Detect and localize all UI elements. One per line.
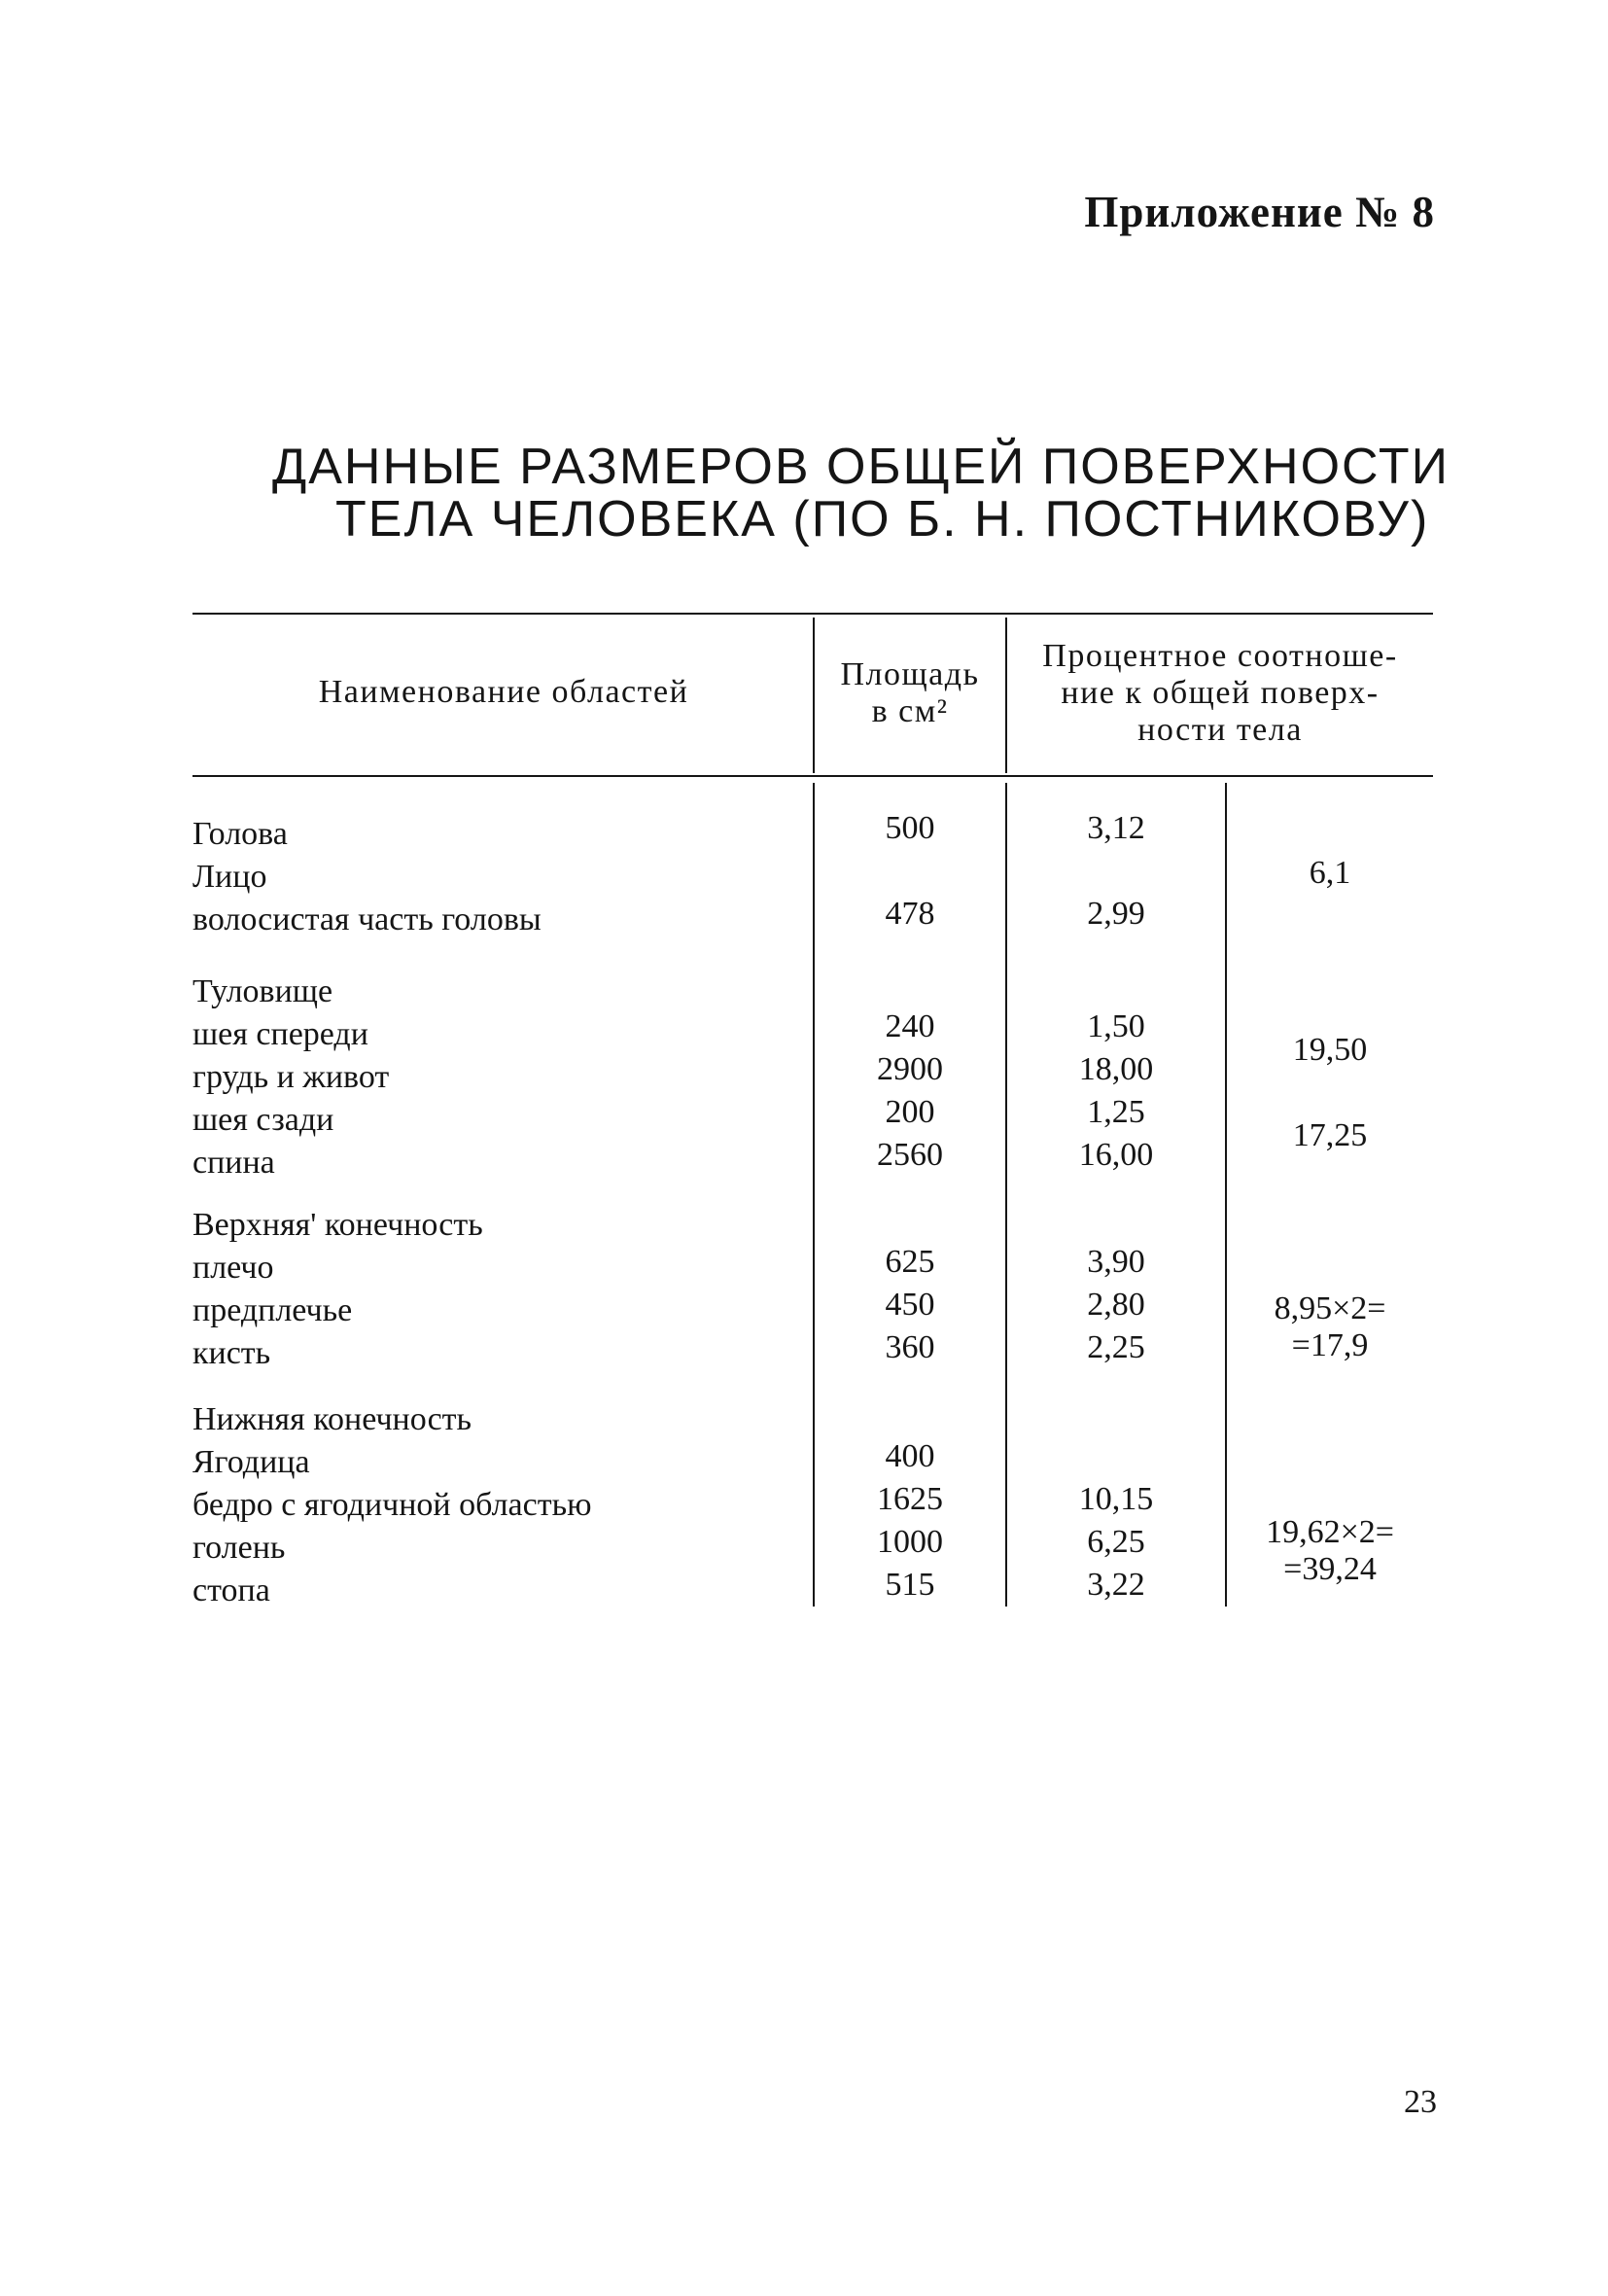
row-percent: 3,90 xyxy=(1087,1244,1145,1280)
row-name: Нижняя конечность xyxy=(192,1401,472,1437)
title-line-1: ДАННЫЕ РАЗМЕРОВ ОБЩЕЙ ПОВЕРХНОСТИ xyxy=(272,439,1451,495)
row-name: спина xyxy=(192,1145,275,1181)
row-name: Верхняя' конечность xyxy=(192,1207,483,1243)
row-name: шея спереди xyxy=(192,1016,368,1052)
table-top-rule xyxy=(192,613,1433,615)
row-percent: 2,80 xyxy=(1087,1287,1145,1323)
header-area-line-1: Площадь xyxy=(840,656,980,692)
column-divider-3 xyxy=(1225,783,1227,1607)
row-area: 515 xyxy=(885,1567,935,1603)
header-percent-line-1: Процентное соотноше- xyxy=(1042,638,1398,674)
group-total-lower-line-1: 19,62×2= xyxy=(1266,1514,1394,1550)
page-number: 23 xyxy=(1404,2084,1437,2120)
row-area: 1625 xyxy=(877,1481,943,1517)
group-total-head: 6,1 xyxy=(1309,855,1351,891)
row-area: 450 xyxy=(885,1287,935,1323)
row-area: 200 xyxy=(885,1094,935,1130)
row-percent: 1,25 xyxy=(1087,1094,1145,1130)
group-total-trunk-front: 19,50 xyxy=(1292,1032,1368,1068)
row-name: бедро с ягодичной областью xyxy=(192,1487,592,1523)
row-percent: 6,25 xyxy=(1087,1524,1145,1560)
row-name: Туловище xyxy=(192,973,333,1009)
header-area xyxy=(815,656,1005,730)
row-name: шея сзади xyxy=(192,1102,334,1138)
row-name: Ягодица xyxy=(192,1444,310,1480)
row-name: волосистая часть головы xyxy=(192,901,542,937)
group-total-lower-line-2: =39,24 xyxy=(1283,1551,1377,1587)
row-percent: 2,99 xyxy=(1087,896,1145,932)
row-area: 400 xyxy=(885,1438,935,1474)
row-area: 2560 xyxy=(877,1137,943,1173)
row-name: предплечье xyxy=(192,1292,353,1328)
row-name: Голова xyxy=(192,816,288,852)
row-area: 625 xyxy=(885,1244,935,1280)
header-percent-line-2: ние к общей поверх- xyxy=(1061,675,1380,711)
row-percent: 3,12 xyxy=(1087,810,1145,846)
row-area: 240 xyxy=(885,1008,935,1044)
header-bottom-rule xyxy=(192,775,1433,777)
row-percent: 2,25 xyxy=(1087,1329,1145,1365)
row-name: голень xyxy=(192,1530,286,1566)
row-percent: 18,00 xyxy=(1078,1051,1154,1087)
row-percent: 16,00 xyxy=(1078,1137,1154,1173)
row-name: стопа xyxy=(192,1572,270,1608)
row-name: грудь и живот xyxy=(192,1059,390,1095)
row-area: 478 xyxy=(885,896,935,932)
row-percent: 1,50 xyxy=(1087,1008,1145,1044)
row-area: 500 xyxy=(885,810,935,846)
group-total-trunk-back: 17,25 xyxy=(1292,1117,1368,1153)
appendix-label: Приложение № 8 xyxy=(1084,188,1435,236)
group-total-upper-line-2: =17,9 xyxy=(1291,1327,1369,1363)
row-area: 360 xyxy=(885,1329,935,1365)
row-area: 1000 xyxy=(877,1524,943,1560)
header-area-line-2: в см² xyxy=(871,693,949,729)
header-name: Наименование областей xyxy=(318,674,689,710)
group-total-upper-line-1: 8,95×2= xyxy=(1274,1290,1386,1326)
header-percent xyxy=(1007,638,1433,749)
row-name: плечо xyxy=(192,1250,274,1286)
row-area: 2900 xyxy=(877,1051,943,1087)
header-percent-line-3: ности тела xyxy=(1137,712,1303,748)
row-name: кисть xyxy=(192,1335,271,1371)
row-percent: 3,22 xyxy=(1087,1567,1145,1603)
row-percent: 10,15 xyxy=(1078,1481,1154,1517)
row-name: Лицо xyxy=(192,859,267,895)
title-line-2: ТЕЛА ЧЕЛОВЕКА (ПО Б. Н. ПОСТНИКОВУ) xyxy=(335,491,1430,548)
